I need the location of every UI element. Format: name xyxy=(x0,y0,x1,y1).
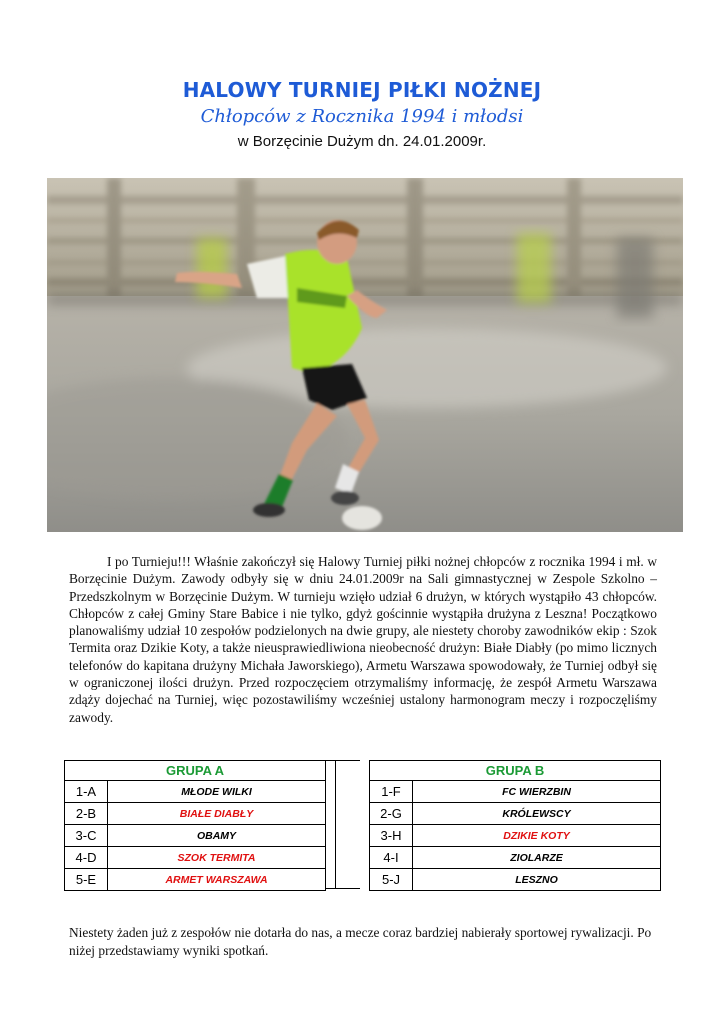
team-code: 3-C xyxy=(65,825,108,847)
team-code: 5-J xyxy=(370,869,413,891)
team-name: DZIKIE KOTY xyxy=(413,825,661,847)
team-name: MŁODE WILKI xyxy=(108,781,326,803)
football-player-photo xyxy=(47,178,683,532)
article-intro: I po Turnieju!!! Właśnie zakończył się Halowy Turniej piłki nożnej chłopców z rocznika 1994 i mł. w Borzęcinie Dużym. Zawody odbyły się w dniu 24.01.2009r na Sali gimnastycznej w Zespole Szkolno – Przedszkolnym w Borzęcinie Dużym. W turnieju wzięło udział 6 drużyn, w których wystąpiło 43 chłopców. Chłopców z całej Gminy Stare Babice i nie tylko, gdyż gościnnie wystąpiła drużyna z Leszna! Początkowo planowaliśmy udział 10 zespołów podzielonych na dwie grupy, ale niestety choroby zawodników ekip : Szok Termita oraz Dzikie Koty, a także nieusprawiedliwiona nieobecność drużyn: Białe Diabły (po mimo licznych telefonów do kapitana drużyny Michała Jaworskiego), Armetu Warszawa spowodowały, że Turniej odbył się w ograniczonej ilości drużyn. Przed rozpoczęciem otrzymaliśmy informację, że zespół Armetu Warszawa zdąży dojechać na Turniej, więc pozostawiliśmy wcześniej ustalony harmonogram meczy i rozpoczęliśmy zawody. xyxy=(69,554,657,725)
team-name: BIAŁE DIABŁY xyxy=(108,803,326,825)
page-subtitle: Chłopców z Rocznika 1994 i młodsi xyxy=(200,106,524,127)
team-code: 2-B xyxy=(65,803,108,825)
team-code: 1-F xyxy=(370,781,413,803)
article-footer: Niestety żaden już z zespołów nie dotarła do nas, a mecze coraz bardziej nabierały sportowej rywalizacji. Po niżej przedstawiamy wyniki spotkań. xyxy=(69,925,652,958)
table-row xyxy=(65,847,326,869)
table-row xyxy=(370,869,661,891)
team-code: 4-I xyxy=(370,847,413,869)
group-a-title: GRUPA A xyxy=(65,761,326,781)
team-name: OBAMY xyxy=(108,825,326,847)
team-name: FC WIERZBIN xyxy=(413,781,661,803)
table-row xyxy=(370,847,661,869)
group-separator xyxy=(325,760,360,889)
table-row xyxy=(65,869,326,891)
table-row xyxy=(65,803,326,825)
team-code: 3-H xyxy=(370,825,413,847)
group-b-table xyxy=(369,760,661,891)
groups-section xyxy=(64,760,661,889)
group-b-title: GRUPA B xyxy=(370,761,661,781)
team-name: ARMET WARSZAWA xyxy=(108,869,326,891)
event-location-date: w Borzęcinie Dużym dn. 24.01.2009r. xyxy=(237,133,487,150)
page-title: HALOWY TURNIEJ PIŁKI NOŻNEJ xyxy=(182,78,542,102)
team-code: 5-E xyxy=(65,869,108,891)
group-a-table xyxy=(64,760,326,891)
team-code: 2-G xyxy=(370,803,413,825)
team-name: LESZNO xyxy=(413,869,661,891)
table-row xyxy=(65,781,326,803)
team-name: ZIOLARZE xyxy=(413,847,661,869)
team-code: 1-A xyxy=(65,781,108,803)
team-code: 4-D xyxy=(65,847,108,869)
table-row xyxy=(65,825,326,847)
team-name: KRÓLEWSCY xyxy=(413,803,661,825)
table-row xyxy=(370,781,661,803)
table-row xyxy=(370,825,661,847)
team-name: SZOK TERMITA xyxy=(108,847,326,869)
table-row xyxy=(370,803,661,825)
